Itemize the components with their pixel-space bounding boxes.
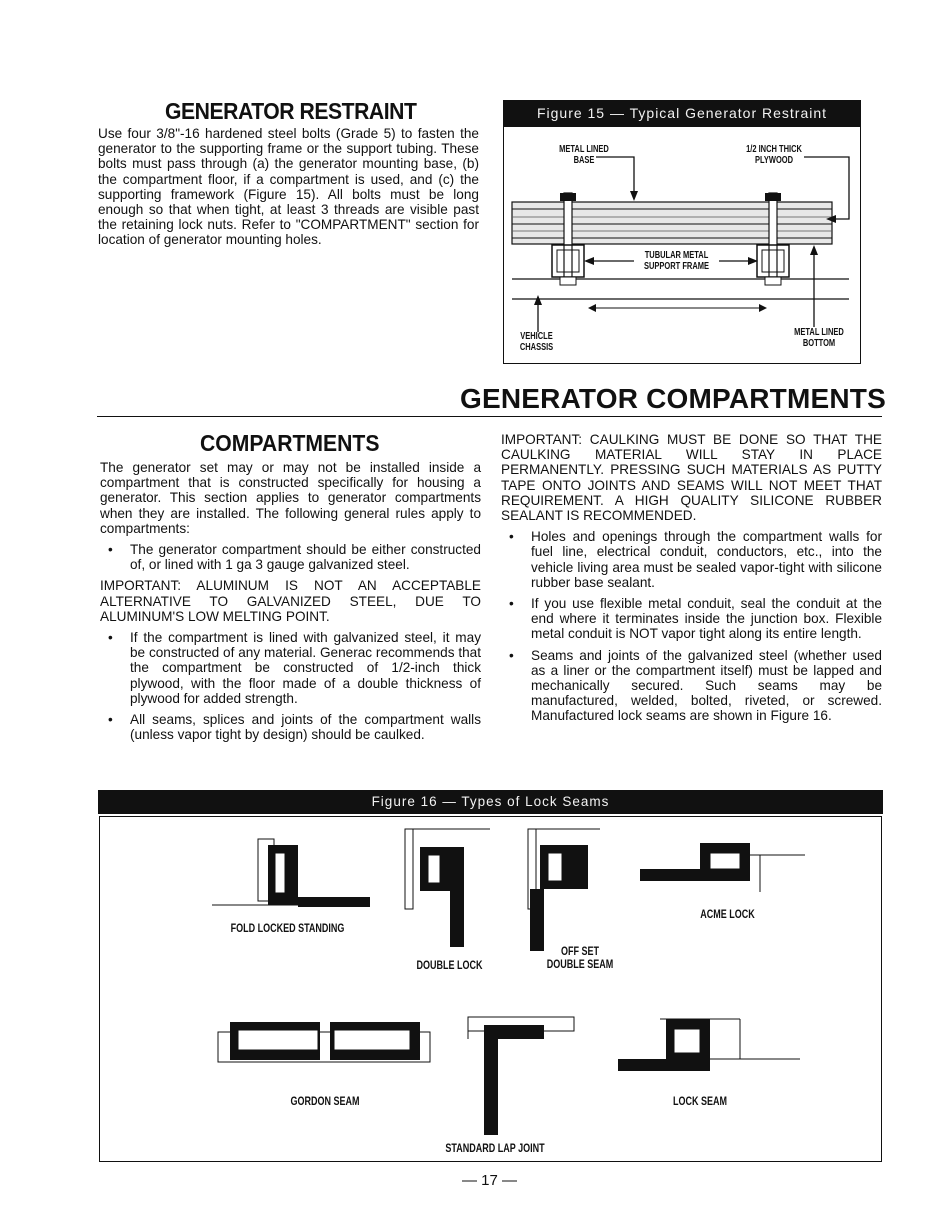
bullet-plywood: • If the compartment is lined with galvanized steel, it may be constructed of any material. Generac recommends that the compartment be constructed of 1/2-inch thick plywood, with the floor made of a double thickness of plywood for added strength. xyxy=(100,630,481,706)
acme-lock-seam xyxy=(640,843,805,892)
page-number: — 17 — xyxy=(462,1172,518,1189)
offset-double-seam xyxy=(528,829,600,951)
label-standard-lap-joint: STANDARD LAP JOINT xyxy=(445,1141,545,1155)
bullet-lined-steel: • The generator compartment should be either constructed of, or lined with 1 ga 3 gauge galvanized steel. xyxy=(100,542,481,572)
bullet-seams-caulked: • All seams, splices and joints of the compartment walls (unless vapor tight by design) should be caulked. xyxy=(100,712,481,742)
compartments-intro: The generator set may or may not be installed inside a compartment that is constructed specifically for housing a generator. This section applies to generator compartments when they are installed. The following general rules apply to compartments: xyxy=(100,460,481,536)
figure-15-title: Figure 15 — Typical Generator Restraint xyxy=(503,100,861,126)
figure-16-title: Figure 16 — Types of Lock Seams xyxy=(98,790,883,814)
left-column xyxy=(100,460,481,748)
double-lock-seam xyxy=(405,829,490,947)
figure-16-diagram xyxy=(99,816,882,1162)
lock-seams-illustration xyxy=(100,817,883,1163)
bullet-seams-joints: • Seams and joints of the galvanized steel (whether used as a liner or the compartment itself) must be lapped and mechanically secured. Such seams may be manufactured, welded, bolted, riveted, or screwed. Manufactured lock seams are shown in Figure 16. xyxy=(501,648,882,724)
figure-15-diagram xyxy=(503,126,861,364)
bullet-holes-openings: • Holes and openings through the compartment walls for fuel line, electrical conduit, conductors, etc., into the vehicle living area must be sealed vapor-tight with silicone rubber base sealant. xyxy=(501,529,882,590)
important-aluminum: IMPORTANT: ALUMINUM IS NOT AN ACCEPTABLE ALTERNATIVE TO GALVANIZED STEEL, DUE TO ALUMINUM'S LOW MELTING POINT. xyxy=(100,578,481,624)
label-tubular-frame: TUBULAR METAL SUPPORT FRAME xyxy=(643,250,709,272)
standard-lap-joint xyxy=(468,1017,574,1135)
important-caulking: IMPORTANT: CAULKING MUST BE DONE SO THAT THE CAULKING MATERIAL WILL STAY IN PLACE PERMANENTLY. PRESSING SUCH MATERIALS AS PUTTY TAPE ONTO JOINTS AND SEAMS WILL NOT MEET THAT REQUIREMENT. A HIGH QUALITY SILICONE RUBBER SEALANT IS RECOMMENDED. xyxy=(501,432,882,524)
label-double-lock: DOUBLE LOCK xyxy=(416,958,483,972)
subheading-compartments: COMPARTMENTS xyxy=(200,430,380,456)
fold-locked-standing-seam xyxy=(212,839,370,907)
label-vehicle-chassis: VEHICLE CHASSIS xyxy=(519,331,554,353)
label-lock-seam: LOCK SEAM xyxy=(673,1094,727,1108)
bullet-list-left-2 xyxy=(100,630,481,742)
bullet-list-right xyxy=(501,529,882,723)
label-offset-double-seam: OFF SET DOUBLE SEAM xyxy=(546,944,614,971)
label-acme-lock: ACME LOCK xyxy=(700,907,755,921)
section-divider xyxy=(97,416,882,417)
label-plywood: 1/2 INCH THICK PLYWOOD xyxy=(746,144,802,166)
right-column xyxy=(501,432,882,730)
label-fold-locked-standing: FOLD LOCKED STANDING xyxy=(230,921,345,935)
bullet-list-left-1 xyxy=(100,542,481,572)
lock-seam xyxy=(618,1019,800,1071)
label-gordon-seam: GORDON SEAM xyxy=(290,1094,360,1108)
restraint-paragraph: Use four 3/8"-16 hardened steel bolts (Grade 5) to fasten the generator to the supporting frame or the support tubing. These bolts must pass through (a) the generator mounting base, (b) the compartment floor, if a compartment is used, and (c) the supporting framework (Figure 15). All bolts must be long enough so that when tight, at least 3 threads are visible past the retaining lock nuts. Refer to "COMPARTMENT" section for location of generator mounting holes. xyxy=(98,126,479,248)
bullet-flexible-conduit: • If you use flexible metal conduit, seal the conduit at the end where it terminates inside the junction box. Flexible metal conduit is NOT vapor tight along its entire length. xyxy=(501,596,882,642)
label-metal-lined-base: METAL LINED BASE xyxy=(559,144,609,166)
section-heading-generator-compartments: GENERATOR COMPARTMENTS xyxy=(460,383,886,414)
section-heading-generator-restraint: GENERATOR RESTRAINT xyxy=(165,98,417,124)
gordon-seam xyxy=(218,1022,430,1062)
label-metal-lined-bottom: METAL LINED BOTTOM xyxy=(794,327,844,349)
